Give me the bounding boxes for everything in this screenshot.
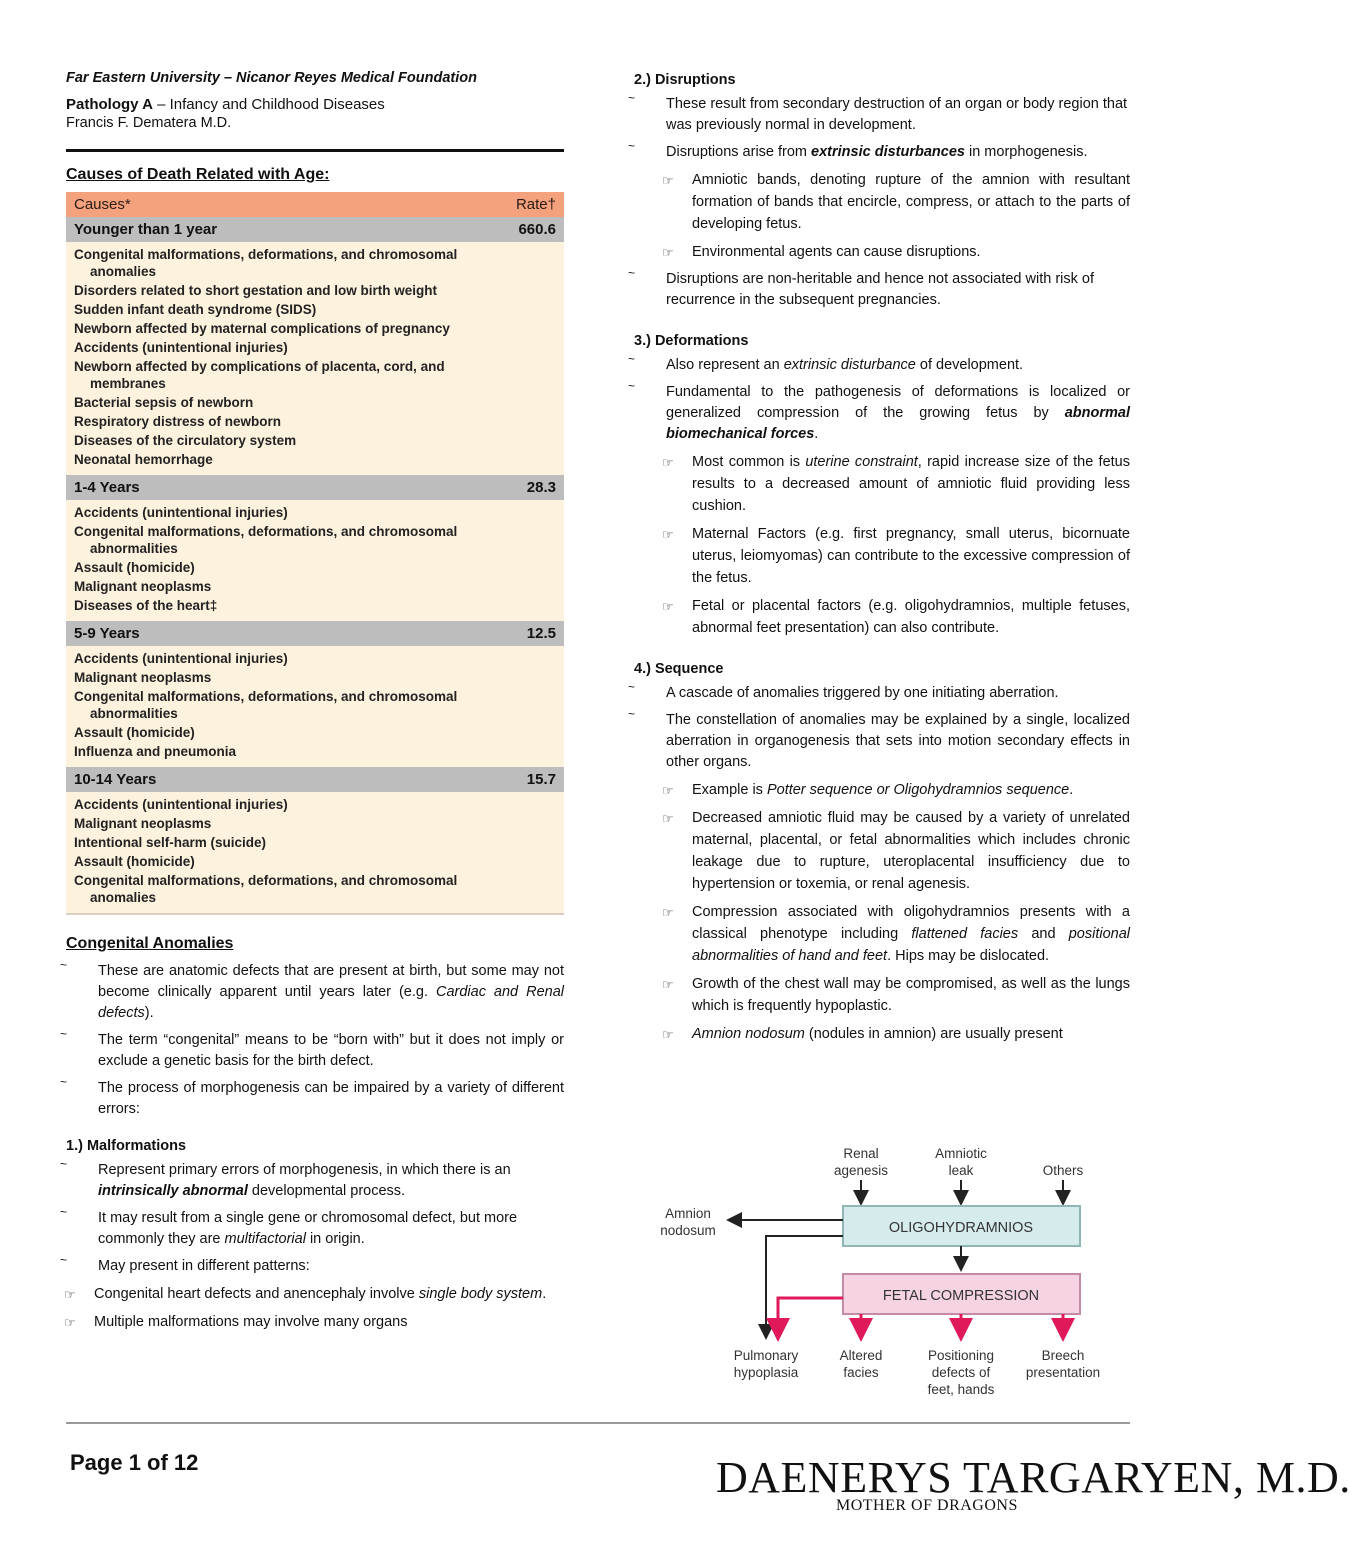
right-column [628,70,1130,1051]
list-item: ~ Also represent an extrinsic disturbance of development. [634,355,1130,376]
pointing-hand-icon: ☞ [662,783,674,798]
others-label: Others [1042,1163,1084,1178]
pointing-hand-icon: ☞ [662,527,674,542]
sequence-sub-bullets [634,779,1130,1045]
deformations-sub-bullets [634,451,1130,639]
cause-item: Congenital malformations, deformations, and chromosomal anomalies [74,247,458,279]
tilde-bullet-icon: ~ [628,266,636,280]
cause-item: Assault (homicide) [74,854,195,869]
list-item: ☞ Fetal or placental factors (e.g. oligohydramnios, multiple fetuses, abnormal feet presentation) can also contribute. [662,598,1130,636]
tilde-bullet-icon: ~ [60,1205,68,1219]
list-item: ☞ Decreased amniotic fluid may be caused by a variety of unrelated maternal, placental, or fetal abnormalities which includes chronic leakage due to rupture, uteroplacental insufficiency due to hypertension or toxemia, or renal agenesis. [662,810,1130,892]
list-item: ☞ Amnion nodosum (nodules in amnion) are usually present [634,1023,1130,1045]
course-title: Pathology A – Infancy and Childhood Diseases [66,96,385,113]
malformations-bullets [60,1157,564,1277]
causes-section-title: Causes of Death Related with Age: [66,166,330,183]
left-column [60,70,564,1339]
list-item: ~ Fundamental to the pathogenesis of deformations is localized or generalized compression of the growing fetus by abnormal biomechanical forces. [634,382,1130,445]
pointing-hand-icon: ☞ [662,977,674,992]
col-causes-header: Causes* [66,192,434,217]
cause-item: Accidents (unintentional injuries) [74,505,288,520]
malformation-patterns [36,1283,564,1333]
list-item: ☞ Example is Potter sequence or Oligohydramnios sequence. [634,779,1130,801]
tilde-bullet-icon: ~ [628,352,636,366]
cause-item: Diseases of the heart‡ [74,598,218,613]
cause-item: Malignant neoplasms [74,816,212,831]
list-item: ☞ Amniotic bands, denoting rupture of the amnion with resultant formation of bands that encircle, compress, or attach to the parts of developing fetus. [662,172,1130,232]
renal-agenesis-label: Renal [843,1146,879,1161]
pulmonary-hypoplasia-label-2: hypoplasia [733,1365,799,1380]
cause-item: Respiratory distress of newborn [74,414,282,429]
sequence-heading: 4.) Sequence [634,661,724,677]
cause-item: Assault (homicide) [74,560,195,575]
cause-item: Diseases of the circulatory system [74,433,297,448]
age-group-row: 1-4 Years 28.3 [66,475,564,500]
list-item: ~ The constellation of anomalies may be explained by a single, localized aberration in organogenesis that sets into motion secondary effects in other organs. [634,710,1130,773]
tilde-bullet-icon: ~ [60,1253,68,1267]
amniotic-leak-label-2: leak [948,1163,974,1178]
positioning-defects-label-2: defects of [931,1365,991,1380]
list-item: ~ Disruptions arise from extrinsic disturbances in morphogenesis. [634,142,1130,163]
list-item: ~ The term “congenital” means to be “born with” but it does not imply or exclude a genetic basis for the birth defect. [66,1030,564,1072]
list-item: ☞ Maternal Factors (e.g. first pregnancy, small uterus, bicornuate uterus, leiomyomas) can contribute to the excessive compression of the fetus. [662,526,1130,586]
pointing-hand-icon: ☞ [662,245,674,260]
list-item: ~ These are anatomic defects that are present at birth, but some may not become clinically apparent until years later (e.g. Cardiac and Renal defects). [66,961,564,1024]
altered-facies-label: Altered [839,1348,883,1363]
list-item: ~ These result from secondary destruction of an organ or body region that was previously normal in development. [634,94,1130,136]
causes-of-death-table [66,192,564,915]
pointing-hand-icon: ☞ [662,599,674,614]
author-name: Francis F. Dematera M.D. [66,115,232,131]
signature-subtitle: MOTHER OF DRAGONS [836,1497,1018,1514]
pointing-hand-icon: ☞ [64,1287,76,1302]
altered-facies-label-2: facies [843,1365,879,1380]
list-item: ☞ Growth of the chest wall may be compromised, as well as the lungs which is frequently hypoplastic. [662,976,1130,1014]
tilde-bullet-icon: ~ [60,1075,68,1089]
footer-divider [66,1422,1130,1424]
pointing-hand-icon: ☞ [662,1027,674,1042]
list-item: ~ Represent primary errors of morphogenesis, in which there is an intrinsically abnormal developmental process. [66,1160,564,1202]
cause-item: Newborn affected by complications of placenta, cord, and membranes [74,359,445,391]
cause-item: Accidents (unintentional injuries) [74,340,288,355]
pointing-hand-icon: ☞ [662,905,674,920]
col-rate-header: Rate† [434,192,564,217]
header-divider [66,149,564,152]
cause-item: Intentional self-harm (suicide) [74,835,267,850]
cause-item: Sudden infant death syndrome (SIDS) [74,302,317,317]
amnion-nodosum-label: Amnion [665,1206,711,1221]
list-item: ☞ Environmental agents can cause disruptions. [634,241,1130,263]
pointing-hand-icon: ☞ [662,811,674,826]
tilde-bullet-icon: ~ [60,1157,68,1171]
age-group-row: 5-9 Years 12.5 [66,621,564,646]
tilde-bullet-icon: ~ [628,680,636,694]
signature [716,1452,1351,1515]
pulmonary-hypoplasia-label: Pulmonary [733,1348,799,1363]
disruptions-heading: 2.) Disruptions [634,72,736,88]
malformations-heading: 1.) Malformations [66,1138,187,1154]
causes-cell-row [66,242,564,475]
cause-item: Congenital malformations, deformations, and chromosomal abnormalities [74,689,458,721]
positioning-defects-label-3: feet, hands [927,1382,995,1397]
cause-item: Congenital malformations, deformations, and chromosomal abnormalities [74,524,458,556]
tilde-bullet-icon: ~ [628,707,636,721]
cause-item: Congenital malformations, deformations, and chromosomal anomalies [74,873,458,905]
renal-agenesis-label-2: agenesis [833,1163,889,1178]
list-item: ~ A cascade of anomalies triggered by one initiating aberration. [634,683,1130,704]
amniotic-leak-label: Amniotic [935,1146,987,1161]
causes-cell-row [66,646,564,767]
cause-item: Disorders related to short gestation and low birth weight [74,283,438,298]
list-item: ☞ Congenital heart defects and anencephaly involve single body system. [36,1283,564,1305]
congenital-anomalies-title: Congenital Anomalies [66,935,234,952]
age-group-row: Younger than 1 year 660.6 [66,217,564,242]
pointing-hand-icon: ☞ [662,173,674,188]
page-number: Page 1 of 12 [70,1450,199,1475]
tilde-bullet-icon: ~ [60,958,68,972]
list-item: ~ The process of morphogenesis can be impaired by a variety of different errors: [66,1078,564,1120]
cause-item: Bacterial sepsis of newborn [74,395,254,410]
fetal-compression-label: FETAL COMPRESSION [882,1288,1040,1304]
list-item: ☞ Most common is uterine constraint, rapid increase size of the fetus results to a decreased amount of amniotic fluid providing less cushion. [662,454,1130,514]
tilde-bullet-icon: ~ [628,91,636,105]
disruptions-bullets-2 [628,266,1130,311]
causes-cell-row [66,500,564,621]
signature-name: DAENERYS TARGARYEN, M.D. [716,1453,1351,1502]
list-item: ☞ Multiple malformations may involve many organs [36,1311,564,1333]
cause-item: Malignant neoplasms [74,579,212,594]
cause-item: Newborn affected by maternal complications of pregnancy [74,321,450,336]
disruptions-sub-bullets [634,169,1130,263]
amnion-nodosum-label-2: nodosum [660,1223,716,1238]
list-item: ☞ Compression associated with oligohydramnios presents with a classical phenotype including flattened facies and positional abnormalities of hand and feet. Hips may be dislocated. [662,904,1130,964]
pointing-hand-icon: ☞ [64,1315,76,1330]
causes-cell-row [66,792,564,914]
congenital-bullets [60,958,564,1120]
oligohydramnios-sequence-diagram [650,1140,1120,1410]
pointing-hand-icon: ☞ [662,455,674,470]
list-item: ~ May present in different patterns: [66,1256,564,1277]
deformations-bullets [628,352,1130,445]
age-group-row: 10-14 Years 15.7 [66,767,564,792]
tilde-bullet-icon: ~ [60,1027,68,1041]
cause-item: Malignant neoplasms [74,670,212,685]
cause-item: Accidents (unintentional injuries) [74,797,288,812]
cause-item: Accidents (unintentional injuries) [74,651,288,666]
list-item: ~ It may result from a single gene or chromosomal defect, but more commonly they are multifactorial in origin. [66,1208,564,1250]
breech-presentation-label-2: presentation [1025,1365,1101,1380]
sequence-bullets [628,680,1130,773]
institution-name: Far Eastern University – Nicanor Reyes Medical Foundation [66,70,477,86]
tilde-bullet-icon: ~ [628,139,636,153]
cause-item: Influenza and pneumonia [74,744,237,759]
table-header-row [66,192,564,217]
deformations-heading: 3.) Deformations [634,333,749,349]
list-item: ~ Disruptions are non-heritable and hence not associated with risk of recurrence in the subsequent pregnancies. [634,269,1130,311]
positioning-defects-label: Positioning [927,1348,995,1363]
cause-item: Neonatal hemorrhage [74,452,213,467]
cause-item: Assault (homicide) [74,725,195,740]
tilde-bullet-icon: ~ [628,379,636,393]
oligohydramnios-label: OLIGOHYDRAMNIOS [888,1220,1034,1236]
breech-presentation-label: Breech [1041,1348,1085,1363]
disruptions-bullets [628,91,1130,163]
arrow [778,1298,843,1336]
